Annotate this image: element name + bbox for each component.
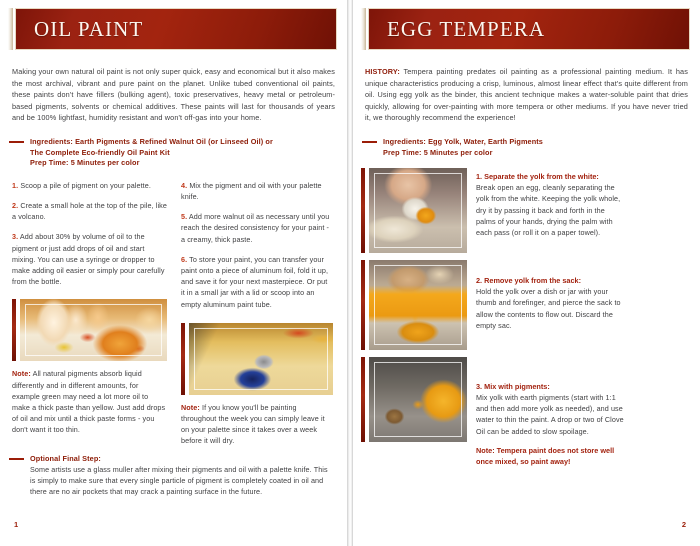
photo-accent-bar: [361, 168, 365, 253]
photo-image: [20, 299, 167, 361]
page-title-egg-tempera: EGG TEMPERA: [387, 16, 546, 41]
note-label: Note:: [181, 402, 200, 412]
egg-tempera-text-column: [476, 168, 626, 467]
photo-image: [189, 323, 333, 395]
note-tempera-storage: Note: Tempera paint does not store well once mixed, so paint away!: [476, 445, 615, 466]
step-text: Mix yolk with earth pigments (start with 1:1 and then add more yolk as needed), and use water to thin the paint. A drop or two of Clove Oil can be added to slow spoilage.: [476, 392, 624, 436]
dash-marker-icon: [362, 141, 377, 144]
step-item: [476, 381, 626, 437]
photo-pour-yolk: [361, 260, 467, 350]
photo-accent-bar: [361, 357, 365, 442]
spacer: [476, 241, 626, 275]
history-text: Tempera painting predates oil painting as a professional painting medium. It has unique characteristics producing a crisp, luminous, almost linear effect that's quite different from oil. Using egg yolk as the binder, this ancient technique makes a water-soluble paint that dries quickly, allowing for over-painting with more tempera or other mediums. If you have never tried it, we thoroughly recommend the experience!: [365, 67, 688, 123]
banner-fill: [15, 8, 337, 50]
photo-accent-bar: [361, 260, 365, 350]
note-palette-drying: [181, 402, 333, 447]
step-number: 3.: [12, 232, 19, 242]
oil-paint-ingredients: [12, 137, 335, 169]
banner-left-edge: [8, 8, 13, 50]
optional-final-step-title: Optional Final Step:: [30, 453, 101, 463]
step-item: [181, 180, 333, 202]
page-egg-tempera: [352, 0, 700, 546]
oil-paint-banner: [8, 8, 337, 50]
photo-image: [369, 357, 467, 442]
step-number: 4.: [181, 180, 188, 190]
optional-final-step-body: Some artists use a glass muller after mixing their pigments and oil with a palette knife. This is simply to make sure that every single particle of pigment is completely coated in oil and there are no air pockets that may crack a painting surface in the future.: [30, 464, 328, 496]
step-item: [476, 275, 626, 331]
ingredients-line-1: Ingredients: Egg Yolk, Water, Earth Pigments: [383, 136, 543, 146]
step-item: [476, 171, 626, 238]
history-label: HISTORY:: [365, 67, 400, 76]
step-title: 2. Remove yolk from the sack:: [476, 276, 582, 286]
step-text: Add about 30% by volume of oil to the pigment or just add drops of oil and start mixing. You can use a syringe or dropper to make adding oil easier or simply pour carefully from the bottle.: [12, 232, 165, 287]
step-number: 1.: [12, 180, 19, 190]
photo-blue-pigment: [181, 323, 333, 395]
ingredients-line-2: The Complete Eco-friendly Oil Paint Kit: [30, 147, 170, 157]
note-pigment-absorption: [12, 368, 167, 435]
step-text: Mix the pigment and oil with your palette knife.: [181, 180, 322, 201]
photo-separate-yolk: [361, 168, 467, 253]
dash-marker-icon: [9, 458, 24, 461]
step-number: 6.: [181, 254, 188, 264]
photo-accent-bar: [12, 299, 16, 361]
note-label: Note:: [12, 369, 31, 379]
egg-tempera-history: [365, 66, 688, 124]
step-text: Create a small hole at the top of the pile, like a volcano.: [12, 200, 167, 222]
step-item: [12, 200, 167, 222]
oil-paint-intro: Making your own natural oil paint is not only super quick, easy and economical but it also makes the most archival, vibrant and pure paint on the planet. Unlike tubed conventional oil paints, these paints don't have fillers (bulking agent), toxic preservatives, heavy metal or petroleum-based pigments, solvents or chemical additives. These paints will last for thousands of years and be 100% lightfast, humidity resistant and won't off-gas into your home.: [12, 67, 335, 123]
page-number-right: 2: [681, 520, 686, 529]
page-oil-paint: [0, 0, 348, 546]
page-title-oil-paint: OIL PAINT: [34, 16, 144, 41]
step-text: To store your paint, you can transfer your paint onto a piece of aluminum foil, fold it up, and save it for your next masterpiece. Or put it in a small jar with a lid or scoop into an empty aluminum paint tube.: [181, 254, 329, 309]
note-text: If you know you'll be painting throughout the week you can simply leave it on your palette since it takes over a week before it will dry.: [181, 402, 325, 446]
step-item: [12, 231, 167, 287]
note-text: All natural pigments absorb liquid differently and in different amounts, for example green may need a lot more oil to make a thick paste than yellow. Just add drops of oil and mix until a thick paste forms - you don't want it too thin.: [12, 369, 166, 435]
step-item: [12, 180, 167, 191]
prep-time: Prep Time: 5 Minutes per color: [30, 158, 140, 168]
banner-left-edge: [361, 8, 366, 50]
egg-tempera-steps: [361, 168, 690, 467]
step-item: [181, 254, 333, 310]
egg-tempera-ingredients: [365, 137, 688, 158]
step-item: [181, 211, 333, 245]
oil-paint-steps: [12, 180, 335, 447]
step-text: Hold the yolk over a dish or jar with your thumb and forefinger, and pierce the sack to allow the contents to flow out. Discard the empty sac.: [476, 287, 621, 330]
step-text: Scoop a pile of pigment on your palette.: [20, 180, 151, 190]
optional-final-step: [12, 454, 335, 498]
photo-image: [369, 260, 467, 350]
photo-mix-pigments: [361, 357, 467, 442]
step-title: 3. Mix with pigments:: [476, 381, 550, 391]
steps-column-right: [181, 180, 333, 447]
step-text: Add more walnut oil as necessary until you reach the desired consistency for your paint - a creamy, thick paste.: [181, 212, 330, 244]
dash-marker-icon: [9, 141, 24, 144]
prep-time: Prep Time: 5 Minutes per color: [383, 147, 493, 157]
egg-tempera-photo-column: [361, 168, 467, 467]
egg-tempera-banner: [361, 8, 690, 50]
step-text: Break open an egg, cleanly separating the yolk from the white. Keeping the yolk whole, dry it by passing it back and forth in the palms of your hands, drying the palm with each pass (or roll it on a paper towel).: [476, 183, 621, 237]
step-number: 5.: [181, 212, 188, 222]
page-number-left: 1: [14, 520, 19, 529]
step-number: 2.: [12, 200, 19, 210]
ingredients-line-1: Ingredients: Earth Pigments & Refined Walnut Oil (or Linseed Oil) or: [30, 136, 273, 146]
step-title: 1. Separate the yolk from the white:: [476, 172, 599, 182]
photo-image: [369, 168, 467, 253]
photo-glass-muller: [12, 299, 167, 361]
photo-accent-bar: [181, 323, 185, 395]
spacer: [476, 334, 626, 381]
steps-column-left: [12, 180, 167, 447]
banner-fill: [368, 8, 690, 50]
